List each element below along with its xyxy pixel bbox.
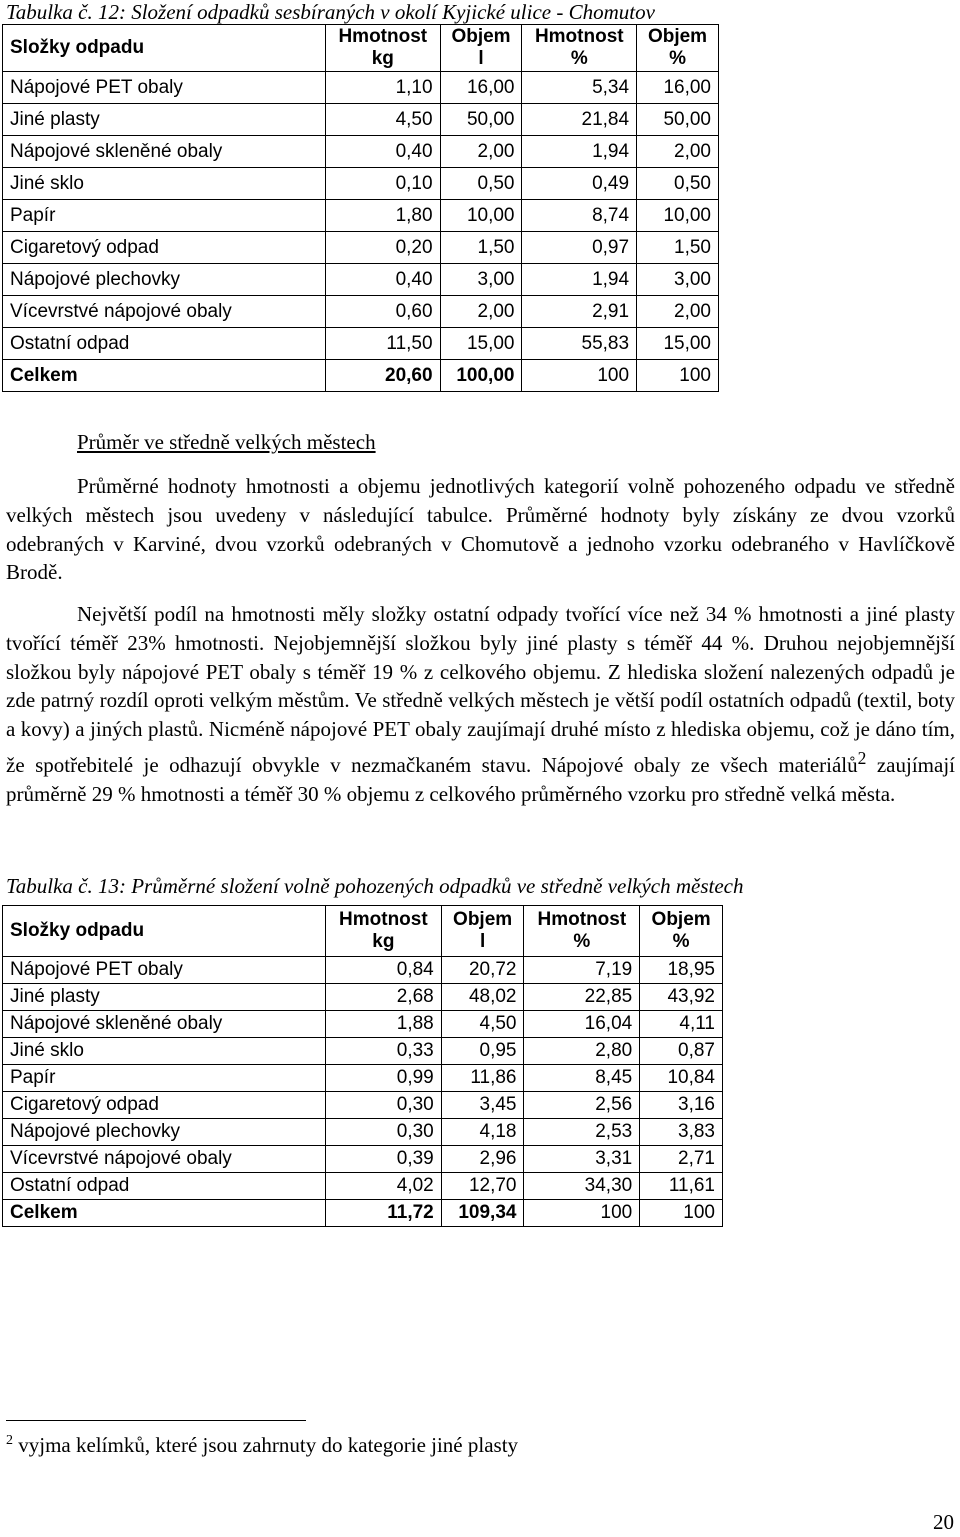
cell-mass-pct: 2,80 [524,1038,640,1065]
table-total-row [3,360,719,392]
waste-table-chomutov [2,24,719,392]
cell-volume-l: 4,18 [441,1119,524,1146]
cell-mass-kg: 0,84 [326,957,442,984]
cell-mass-pct: 34,30 [524,1173,640,1200]
table-row [3,168,719,200]
cell-mass-kg: 1,88 [326,1011,442,1038]
cell-component: Papír [3,1065,326,1092]
cell-volume-pct: 3,00 [637,264,719,296]
cell-volume-l: 0,95 [441,1038,524,1065]
paragraph-intro: Průměrné hodnoty hmotnosti a objemu jednotlivých kategorií volně pohozeného odpadu ve středně velkých městech jsou uvedeny v následující tabulce. Průměrné hodnoty byly získány ze dvou vzorků odebraných v Karviné, dvou vzorků odebraných v Chomutově a jednoho vzorku odebraného v Havlíčkově Brodě. [6,474,955,585]
table-row [3,136,719,168]
cell-volume-l: 2,00 [440,136,522,168]
total-label: Celkem [3,1200,326,1227]
cell-volume-pct: 16,00 [637,72,719,104]
total-cell-mass-kg: 20,60 [326,360,441,392]
footnote [6,1433,518,1458]
cell-mass-kg: 0,10 [326,168,441,200]
table-row [3,328,719,360]
cell-volume-l: 20,72 [441,957,524,984]
cell-mass-pct: 1,94 [522,264,637,296]
cell-component: Papír [3,200,326,232]
cell-volume-l: 16,00 [440,72,522,104]
cell-volume-pct: 2,00 [637,136,719,168]
cell-mass-pct: 2,91 [522,296,637,328]
table-row [3,200,719,232]
cell-volume-pct: 43,92 [640,984,723,1011]
table-row [3,1011,723,1038]
cell-mass-pct: 8,74 [522,200,637,232]
table-row [3,957,723,984]
cell-volume-l: 3,00 [440,264,522,296]
cell-mass-kg: 0,39 [326,1146,442,1173]
cell-component: Jiné sklo [3,1038,326,1065]
header-mass-kg: Hmotnost kg [326,25,441,72]
cell-volume-l: 3,45 [441,1092,524,1119]
table-row [3,232,719,264]
cell-volume-pct: 4,11 [640,1011,723,1038]
cell-volume-pct: 0,87 [640,1038,723,1065]
table-row [3,1146,723,1173]
cell-mass-pct: 22,85 [524,984,640,1011]
cell-mass-pct: 7,19 [524,957,640,984]
header-component: Složky odpadu [3,906,326,957]
total-cell-mass-pct: 100 [522,360,637,392]
total-cell-volume-pct: 100 [637,360,719,392]
table-row [3,72,719,104]
cell-mass-pct: 21,84 [522,104,637,136]
header-mass-pct: Hmotnost % [522,25,637,72]
header-volume-pct: Objem % [637,25,719,72]
cell-volume-pct: 10,00 [637,200,719,232]
cell-volume-pct: 3,83 [640,1119,723,1146]
paragraph-analysis-text: Největší podíl na hmotnosti měly složky ostatní odpady tvořící více než 34 % hmotnosti a jiné plasty tvořící téměř 23% hmotnosti. Nejobjemnější složkou byly jiné plasty s téměř 44 %. Druhou nejobjemnější složkou byly nápojové PET obaly s téměř 19 % z celkového objemu. Z hlediska složení nalezených odpadů je zde patrný rozdíl oproti velkým městům. Ve středně velkých městech je větší podíl ostatních odpadů (textil, boty a kovy) a jiných plastů. Nicméně nápojové PET obaly zaujímají druhé místo z hlediska objemu, což je dáno tím, že spotřebitelé je odhazují obvykle v nezmačkaném stavu. Nápojové obaly ze všech materiálů [6,602,955,777]
footnote-separator [6,1420,306,1421]
cell-mass-kg: 0,40 [326,136,441,168]
waste-table-medium-cities [2,905,723,1227]
footnote-reference: 2 [857,747,867,768]
cell-mass-kg: 4,50 [326,104,441,136]
cell-mass-kg: 1,10 [326,72,441,104]
header-volume-l: Objem l [441,906,524,957]
cell-volume-pct: 2,00 [637,296,719,328]
page-number: 20 [933,1510,954,1534]
cell-mass-pct: 0,49 [522,168,637,200]
cell-volume-l: 48,02 [441,984,524,1011]
cell-component: Nápojové skleněné obaly [3,136,326,168]
cell-mass-kg: 0,30 [326,1119,442,1146]
table-row [3,984,723,1011]
table-row [3,1119,723,1146]
cell-component: Nápojové skleněné obaly [3,1011,326,1038]
cell-mass-pct: 0,97 [522,232,637,264]
header-component: Složky odpadu [3,25,326,72]
cell-mass-kg: 2,68 [326,984,442,1011]
table-total-row [3,1200,723,1227]
cell-mass-kg: 0,60 [326,296,441,328]
total-cell-volume-l: 100,00 [440,360,522,392]
cell-mass-kg: 0,99 [326,1065,442,1092]
paragraph-analysis [6,600,955,809]
table-row [3,1173,723,1200]
cell-mass-kg: 0,40 [326,264,441,296]
cell-component: Jiné sklo [3,168,326,200]
cell-volume-l: 0,50 [440,168,522,200]
cell-volume-l: 11,86 [441,1065,524,1092]
cell-mass-pct: 1,94 [522,136,637,168]
cell-component: Nápojové PET obaly [3,957,326,984]
total-label: Celkem [3,360,326,392]
cell-mass-pct: 3,31 [524,1146,640,1173]
cell-volume-l: 4,50 [441,1011,524,1038]
total-cell-mass-pct: 100 [524,1200,640,1227]
footnote-marker: 2 [6,1433,13,1448]
footnote-text: vyjma kelímků, které jsou zahrnuty do kategorie jiné plasty [13,1433,519,1457]
cell-volume-l: 50,00 [440,104,522,136]
cell-volume-pct: 50,00 [637,104,719,136]
table-row [3,1038,723,1065]
header-volume-pct: Objem % [640,906,723,957]
cell-component: Cigaretový odpad [3,232,326,264]
table-row [3,1065,723,1092]
table1-body [3,25,719,392]
cell-volume-l: 1,50 [440,232,522,264]
cell-volume-l: 10,00 [440,200,522,232]
cell-mass-kg: 0,33 [326,1038,442,1065]
cell-component: Cigaretový odpad [3,1092,326,1119]
cell-mass-kg: 0,30 [326,1092,442,1119]
section-heading: Průměr ve středně velkých městech [77,430,376,454]
table-row [3,104,719,136]
cell-component: Vícevrstvé nápojové obaly [3,1146,326,1173]
cell-component: Vícevrstvé nápojové obaly [3,296,326,328]
table-header-row [3,25,719,72]
cell-mass-kg: 4,02 [326,1173,442,1200]
header-volume-l: Objem l [440,25,522,72]
cell-volume-l: 2,96 [441,1146,524,1173]
cell-volume-l: 2,00 [440,296,522,328]
total-cell-mass-kg: 11,72 [326,1200,442,1227]
header-mass-pct: Hmotnost % [524,906,640,957]
cell-volume-pct: 11,61 [640,1173,723,1200]
cell-volume-pct: 2,71 [640,1146,723,1173]
table-row [3,264,719,296]
cell-volume-pct: 0,50 [637,168,719,200]
cell-volume-pct: 3,16 [640,1092,723,1119]
cell-volume-pct: 15,00 [637,328,719,360]
total-cell-volume-pct: 100 [640,1200,723,1227]
table2-caption: Tabulka č. 13: Průměrné složení volně pohozených odpadků ve středně velkých městech [6,874,744,898]
cell-mass-kg: 11,50 [326,328,441,360]
cell-mass-pct: 5,34 [522,72,637,104]
table-row [3,296,719,328]
cell-component: Ostatní odpad [3,328,326,360]
table-row [3,1092,723,1119]
cell-volume-pct: 1,50 [637,232,719,264]
cell-mass-pct: 16,04 [524,1011,640,1038]
cell-component: Ostatní odpad [3,1173,326,1200]
cell-mass-pct: 2,56 [524,1092,640,1119]
cell-mass-kg: 1,80 [326,200,441,232]
paragraph-analysis-text-end: zaujímají průměrně 29 % hmotnosti a téměř 30 % objemu z celkového průměrného vzorku pro středně velká města. [6,752,955,806]
cell-volume-pct: 18,95 [640,957,723,984]
cell-component: Nápojové plechovky [3,264,326,296]
header-mass-kg: Hmotnost kg [326,906,442,957]
table1-caption: Tabulka č. 12: Složení odpadků sesbíraných v okolí Kyjické ulice - Chomutov [6,0,655,24]
cell-component: Jiné plasty [3,104,326,136]
cell-volume-l: 15,00 [440,328,522,360]
cell-mass-kg: 0,20 [326,232,441,264]
cell-volume-l: 12,70 [441,1173,524,1200]
cell-mass-pct: 8,45 [524,1065,640,1092]
cell-component: Jiné plasty [3,984,326,1011]
cell-component: Nápojové PET obaly [3,72,326,104]
cell-mass-pct: 2,53 [524,1119,640,1146]
table-header-row [3,906,723,957]
table2-body [3,906,723,1227]
total-cell-volume-l: 109,34 [441,1200,524,1227]
cell-volume-pct: 10,84 [640,1065,723,1092]
cell-mass-pct: 55,83 [522,328,637,360]
cell-component: Nápojové plechovky [3,1119,326,1146]
